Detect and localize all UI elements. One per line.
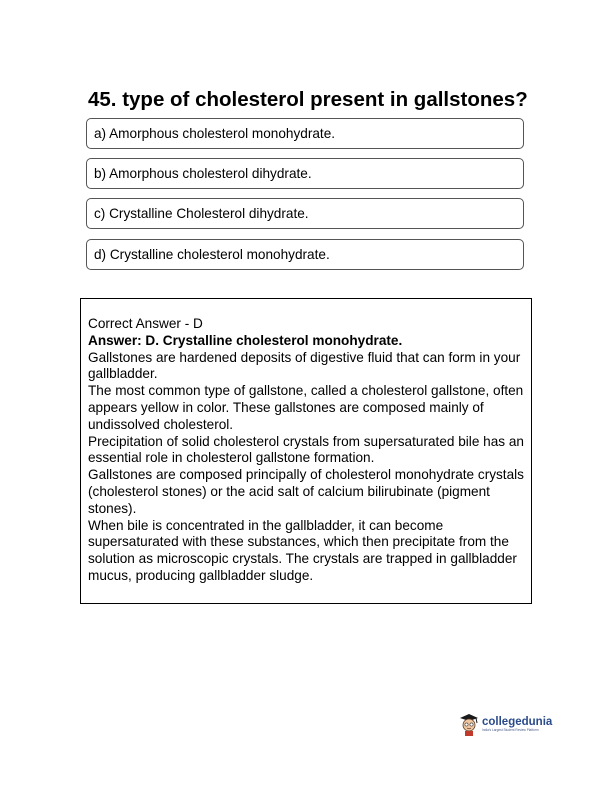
answer-heading: Answer: D. Crystalline cholesterol monohydrate. <box>88 332 403 348</box>
mascot-icon <box>458 712 480 736</box>
option-c[interactable]: c) Crystalline Cholesterol dihydrate. <box>86 198 524 229</box>
answer-explanation-box <box>80 298 532 604</box>
explanation-paragraph: The most common type of gallstone, called a cholesterol gallstone, often appears yellow in color. These gallstones are composed mainly of undissolved cholesterol. <box>88 383 524 432</box>
option-b[interactable]: b) Amorphous cholesterol dihydrate. <box>86 158 524 189</box>
explanation-paragraph: When bile is concentrated in the gallbladder, it can become supersaturated with these substances, which then precipitate from the solution as microscopic crystals. The crystals are trapped in gallbladder mucus, producing gallbladder sludge. <box>88 517 517 583</box>
explanation-paragraph: Precipitation of solid cholesterol crystals from supersaturated bile has an essential role in cholesterol gallstone formation. <box>88 433 524 466</box>
explanation-paragraph: Gallstones are hardened deposits of digestive fluid that can form in your gallbladder. <box>88 349 521 382</box>
collegedunia-logo <box>458 712 552 736</box>
logo-name: collegedunia <box>482 716 553 728</box>
explanation-paragraph: Gallstones are composed principally of cholesterol monohydrate crystals (cholesterol stones) or the acid salt of calcium bilirubinate (pigment stones). <box>88 467 524 516</box>
option-a[interactable]: a) Amorphous cholesterol monohydrate. <box>86 118 524 149</box>
logo-tagline: India's Largest Student Review Platform <box>482 728 539 732</box>
question-title: 45. type of cholesterol present in gallstones? <box>88 88 528 111</box>
option-d[interactable]: d) Crystalline cholesterol monohydrate. <box>86 239 524 270</box>
correct-answer-line: Correct Answer - D <box>88 316 203 331</box>
